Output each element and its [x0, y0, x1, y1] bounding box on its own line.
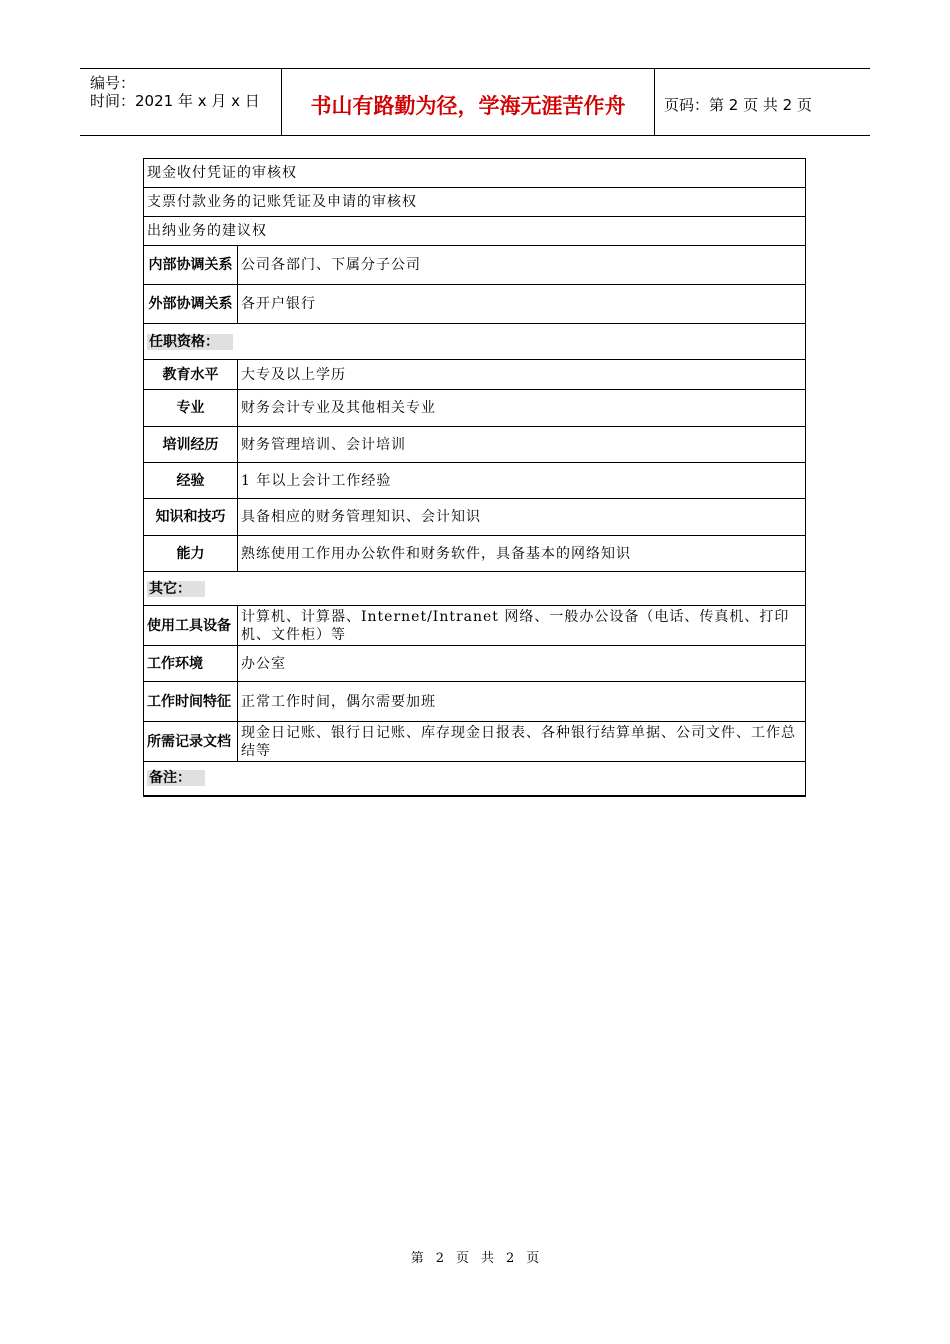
footer-ye-total: 页	[526, 1251, 540, 1266]
job-description-table	[143, 158, 806, 797]
authority-text: 支票付款业务的记账凭证及申请的审核权	[144, 188, 806, 217]
qualification-row	[144, 536, 806, 572]
other-row	[144, 722, 806, 762]
other-row	[144, 682, 806, 722]
qualifications-heading: 任职资格：	[144, 324, 806, 360]
knowledge-label: 知识和技巧	[144, 499, 238, 536]
header-divider-right	[654, 68, 655, 136]
knowledge-value: 具备相应的财务管理知识、会计知识	[238, 499, 806, 536]
qualification-row	[144, 463, 806, 499]
others-section-row	[144, 572, 806, 606]
authority-row	[144, 188, 806, 217]
external-coordination-value: 各开户银行	[238, 285, 806, 324]
header-bottom-rule	[80, 135, 870, 136]
internal-coordination-value: 公司各部门、下属分子公司	[238, 246, 806, 285]
tools-label: 使用工具设备	[144, 606, 238, 646]
remarks-heading: 备注：	[144, 762, 806, 796]
remarks-section-row	[144, 762, 806, 796]
authority-text: 现金收付凭证的审核权	[144, 159, 806, 188]
qualification-row	[144, 360, 806, 390]
other-row	[144, 646, 806, 682]
footer-total-pages: 2	[506, 1251, 515, 1266]
page-indicator: 页码：第 2 页 共 2 页	[664, 96, 812, 114]
coordination-row	[144, 246, 806, 285]
work-hours-label: 工作时间特征	[144, 682, 238, 722]
experience-value: 1 年以上会计工作经验	[238, 463, 806, 499]
education-label: 教育水平	[144, 360, 238, 390]
environment-label: 工作环境	[144, 646, 238, 682]
ability-label: 能力	[144, 536, 238, 572]
page-footer	[0, 1247, 950, 1266]
coordination-row	[144, 285, 806, 324]
education-value: 大专及以上学历	[238, 360, 806, 390]
qualification-row	[144, 390, 806, 427]
others-heading: 其它：	[144, 572, 806, 606]
doc-time-label: 时间：2021 年 x 月 x 日	[90, 92, 260, 110]
doc-number-label: 编号：	[90, 74, 136, 92]
footer-page-number: 2	[435, 1251, 444, 1266]
authority-row	[144, 159, 806, 188]
qualification-row	[144, 499, 806, 536]
training-value: 财务管理培训、会计培训	[238, 427, 806, 463]
header-top-rule	[80, 68, 870, 69]
authority-text: 出纳业务的建议权	[144, 217, 806, 246]
major-label: 专业	[144, 390, 238, 427]
authority-row	[144, 217, 806, 246]
other-row	[144, 606, 806, 646]
footer-ye: 页	[455, 1251, 469, 1266]
training-label: 培训经历	[144, 427, 238, 463]
qualification-row	[144, 427, 806, 463]
qualifications-section-row	[144, 324, 806, 360]
ability-value: 熟练使用工作用办公软件和财务软件，具备基本的网络知识	[238, 536, 806, 572]
external-coordination-label: 外部协调关系	[144, 285, 238, 324]
internal-coordination-label: 内部协调关系	[144, 246, 238, 285]
major-value: 财务会计专业及其他相关专业	[238, 390, 806, 427]
footer-gong: 共	[481, 1251, 495, 1266]
records-value: 现金日记账、银行日记账、库存现金日报表、各种银行结算单据、公司文件、工作总结等	[238, 722, 806, 762]
experience-label: 经验	[144, 463, 238, 499]
work-hours-value: 正常工作时间，偶尔需要加班	[238, 682, 806, 722]
header-motto: 书山有路勤为径，学海无涯苦作舟	[310, 94, 626, 118]
footer-di: 第	[410, 1251, 424, 1266]
records-label: 所需记录文档	[144, 722, 238, 762]
environment-value: 办公室	[238, 646, 806, 682]
tools-value: 计算机、计算器、Internet/Intranet 网络、一般办公设备（电话、传真机、打印机、文件柜）等	[238, 606, 806, 646]
